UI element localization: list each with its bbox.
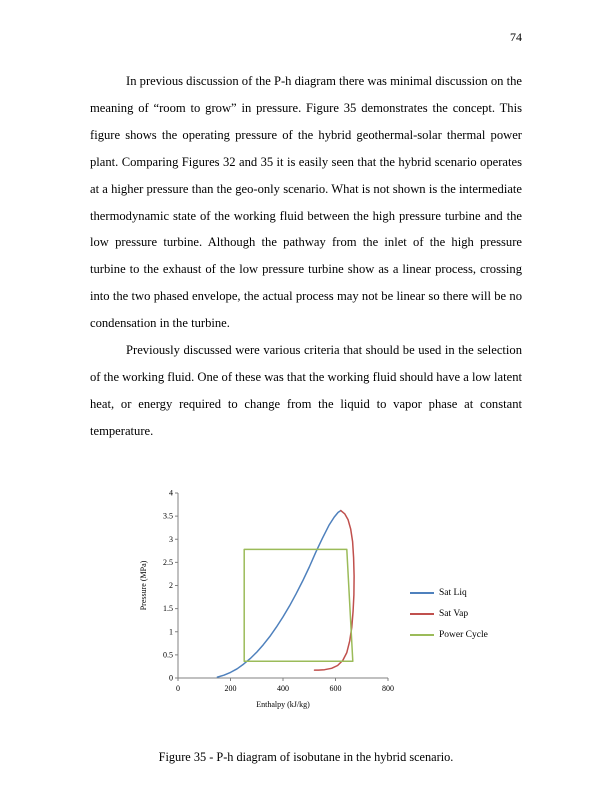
paragraph-1: In previous discussion of the P-h diagram there was minimal discussion on the meaning of “room to grow” in pressure. Figure 35 demonstrates the concept. This figure shows the operating pressure of the hybrid geothermal-solar thermal power plant. Comparing Figures 32 and 35 it is easily seen that the hybrid scenario operates at a higher pressure than the geo-only scenario. What is not shown is the intermediate thermodynamic state of the working fluid between the high pressure turbine and the low pressure turbine. Although the pathway from the inlet of the high pressure turbine to the exhaust of the low pressure turbine show as a linear process, crossing into the two phased envelope, the actual process may not be linear so there will be no condensation in the turbine. <box>90 74 522 331</box>
paragraph-2: Previously discussed were various criteria that should be used in the selection of the working fluid. One of these was that the working fluid should have a low latent heat, or energy required to change from the liquid to vapor phase at constant temperature. <box>90 343 522 438</box>
legend-item <box>410 588 488 598</box>
legend-item <box>410 630 488 640</box>
legend-label: Sat Liq <box>439 588 467 599</box>
x-tick-label: 200 <box>224 683 237 693</box>
legend-label: Power Cycle <box>439 630 488 641</box>
y-tick-label: 2.5 <box>163 557 173 567</box>
series-line-sat-liq <box>217 510 340 676</box>
legend-swatch <box>410 592 434 594</box>
figure-35 <box>90 483 522 765</box>
legend-swatch <box>410 613 434 615</box>
y-tick-label: 3 <box>169 534 173 544</box>
y-tick-label: 3.5 <box>163 511 173 521</box>
x-tick-label: 0 <box>176 683 180 693</box>
y-tick-label: 1 <box>169 627 173 637</box>
ph-diagram-chart <box>136 483 398 720</box>
y-tick-label: 4 <box>169 488 173 498</box>
ph-diagram-figure <box>136 483 522 720</box>
y-axis-label: Pressure (MPa) <box>139 560 148 610</box>
body-text <box>90 68 522 445</box>
series-line-power-cycle <box>244 549 353 661</box>
x-tick-label: 400 <box>277 683 289 693</box>
legend-item <box>410 609 488 619</box>
y-tick-label: 2 <box>169 580 173 590</box>
legend-label: Sat Vap <box>439 609 469 620</box>
legend-swatch <box>410 634 434 636</box>
y-tick-label: 1.5 <box>163 603 173 613</box>
series-line-sat-vap <box>315 510 355 669</box>
y-tick-label: 0.5 <box>163 650 173 660</box>
x-tick-label: 800 <box>382 683 394 693</box>
x-tick-label: 600 <box>329 683 342 693</box>
x-axis-label: Enthalpy (kJ/kg) <box>256 699 310 709</box>
figure-caption: Figure 35 - P-h diagram of isobutane in the hybrid scenario. <box>158 749 454 764</box>
chart-legend <box>410 588 488 640</box>
page-number: 74 <box>510 30 522 44</box>
y-tick-label: 0 <box>169 673 173 683</box>
